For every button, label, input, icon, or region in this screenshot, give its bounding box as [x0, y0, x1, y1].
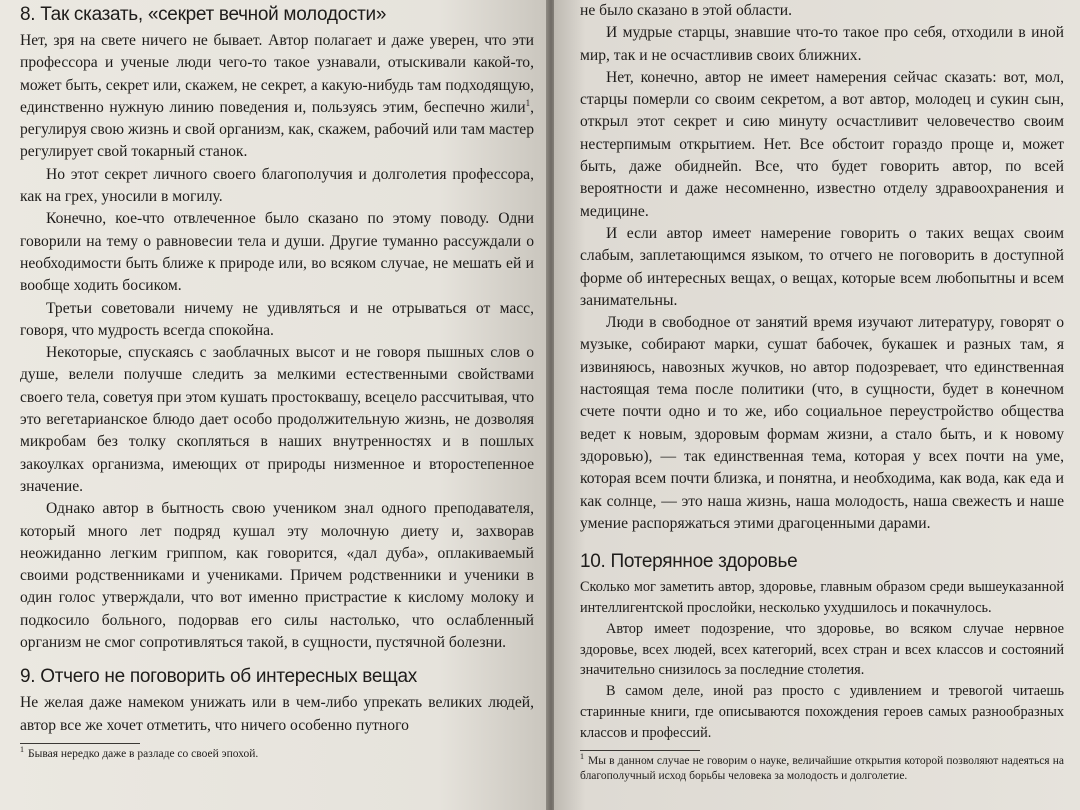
right-page — [554, 0, 1080, 810]
section-8-paragraph-5: Некоторые, спускаясь с заоблачных высот и не говоря пышных слов о душе, велели получше следить за мелкими естественными свойствами своего тела, советуя при этом кушать простоквашу, всецело рассчитывая, что это вегетарианское блюдо дает особо продолжительную жизнь, не дозволяя микробам без толку скопляться в наших внутренностях и в пошлых закоулках организма, имеющих от природы низменное и второстепенное значение. — [20, 344, 534, 495]
right-paragraph-3: И если автор имеет намерение говорить о таких вещах своим слабым, заплетающимся языком, то отчего не поговорить в доступной форме об интересных вещах, о вещах, которые всем любопытны и всем занимательны. — [580, 224, 1064, 309]
footnote-mark: 1 — [525, 97, 531, 108]
section-8-paragraph-1: Нет, зря на свете ничего не бывает. Автор полагает и даже уверен, что эти профессора и ученые люди чего-то такое узнавали, отыскивали какой-то, может быть, секрет или, скажем, не секрет, а какую-нибудь там подходящую, единственно нужную линию поведения и, пользуясь этим, беспечно жили$^1$, регулируя свою жизнь и свой организм, как, скажем, рабочий или там мастер регулирует свой токарный станок. — [20, 32, 534, 161]
section-9-paragraph-1: Не желая даже намеком унижать или в чем-либо упрекать великих людей, автор все же хочет отметить, что ничего особенно путного — [20, 694, 534, 734]
left-footnote: $^1$ Бывая нередко даже в разладе со своей эпохой. — [20, 745, 259, 760]
section-10-heading: 10. Потерянное здоровье — [580, 551, 798, 573]
section-8-paragraph-4: Третьи советовали ничему не удивляться и не отрываться от масс, говоря, что мудрость всегда спокойна. — [20, 299, 534, 339]
section-8-paragraph-2: Но этот секрет личного своего благополучия и долголетия профессора, как на грех, уносили в могилу. — [20, 165, 534, 206]
continued-line: не было сказано в этой области. — [580, 2, 792, 19]
section-8-paragraph-3: Конечно, кое-что отвлеченное было сказано по этому поводу. Одни говорили на тему о равновесии тела и души. Другие туманно рассуждали о необходимости быть ближе к природе или, во всяком случае, не мешать ей и вообще ходить босиком. — [20, 210, 534, 295]
section-10-paragraph-3: В самом деле, иной раз просто с удивлением и тревогой читаешь старинные книги, где описываются похождения героев самых разнообразных классов и профессий. — [580, 683, 1064, 741]
footnote-divider — [580, 750, 700, 751]
section-8-heading: 8. Так сказать, «секрет вечной молодости» — [20, 4, 387, 25]
section-9-heading: 9. Отчего не поговорить об интересных вещах — [20, 666, 417, 688]
right-paragraph-1: И мудрые старцы, знавшие что-то такое про себя, отходили в иной мир, так и не осчастливив своих ближних. — [580, 24, 1064, 64]
right-column — [580, 0, 1064, 784]
right-paragraph-4: Люди в свободное от занятий время изучают литературу, говорят о музыке, собирают марки, сушат бабочек, букашек и разных там, я извиняюсь, навозных жучков, но автор подозревает, что единственная настоящая тема после политики (что, в сущности, будет в конечном счете почти одно и то же, ибо социальное переустройство общества ведет к новым, здоровым формам жизни, а стало быть, и к новому здоровью), — так единственная тема, которая у всех почти на уме, которая всем почти близка, и понятна, и необходима, как вода, как еда и как солнце, — это наша жизнь, наша молодость, наша свежесть и наше умение распоряжаться этими драгоценными дарами. — [580, 314, 1064, 532]
section-8-paragraph-6: Однако автор в бытность свою учеником знал одного преподавателя, который много лет подряд кушал эту молочную диету и, захворав неожиданно легким гриппом, как говорится, «дал дуба», оплакиваемый своими родственниками и учениками. Причем родственники и ученики в один голос утверждали, что вот именно пристрастие к кислому молоку и подкосило больного, подорвав его силы настолько, что ослабленный организм не смог сопротивляться такой, в сущности, пустячной болезни. — [20, 500, 534, 652]
section-10-paragraph-1: Сколько мог заметить автор, здоровье, главным образом среди вышеуказанной интеллигентской прослойки, несколько ухудшилось и покачнулось. — [580, 579, 1064, 616]
section-10-paragraph-2: Автор имеет подозрение, что здоровье, во всяком случае нервное здоровье, всех людей, всех категорий, всех стран и всех классов и состояний значительно снизилось за последние столетия. — [580, 620, 1064, 679]
left-column — [20, 4, 534, 762]
footnote-divider — [20, 743, 140, 744]
right-footnote: $^1$ Мы в данном случае не говорим о науке, величайшие открытия которой позволяют надеяться на благополучный исход борьбы человека за молодость и долголетие. — [580, 751, 1064, 782]
right-paragraph-2: Нет, конечно, автор не имеет намерения сейчас сказать: вот, мол, старцы померли со своим секретом, а вот автор, молодец и сукин сын, открыл этот секрет и сию минуту осчастливит человечество своим нестерпимым открытием. Нет. Все обстоит гораздо проще и, может быть, даже обиднейn. Все, что будет говорить автор, по всей вероятности и даже несомненно, известно отделу здравоохранения и медицине. — [580, 68, 1064, 220]
